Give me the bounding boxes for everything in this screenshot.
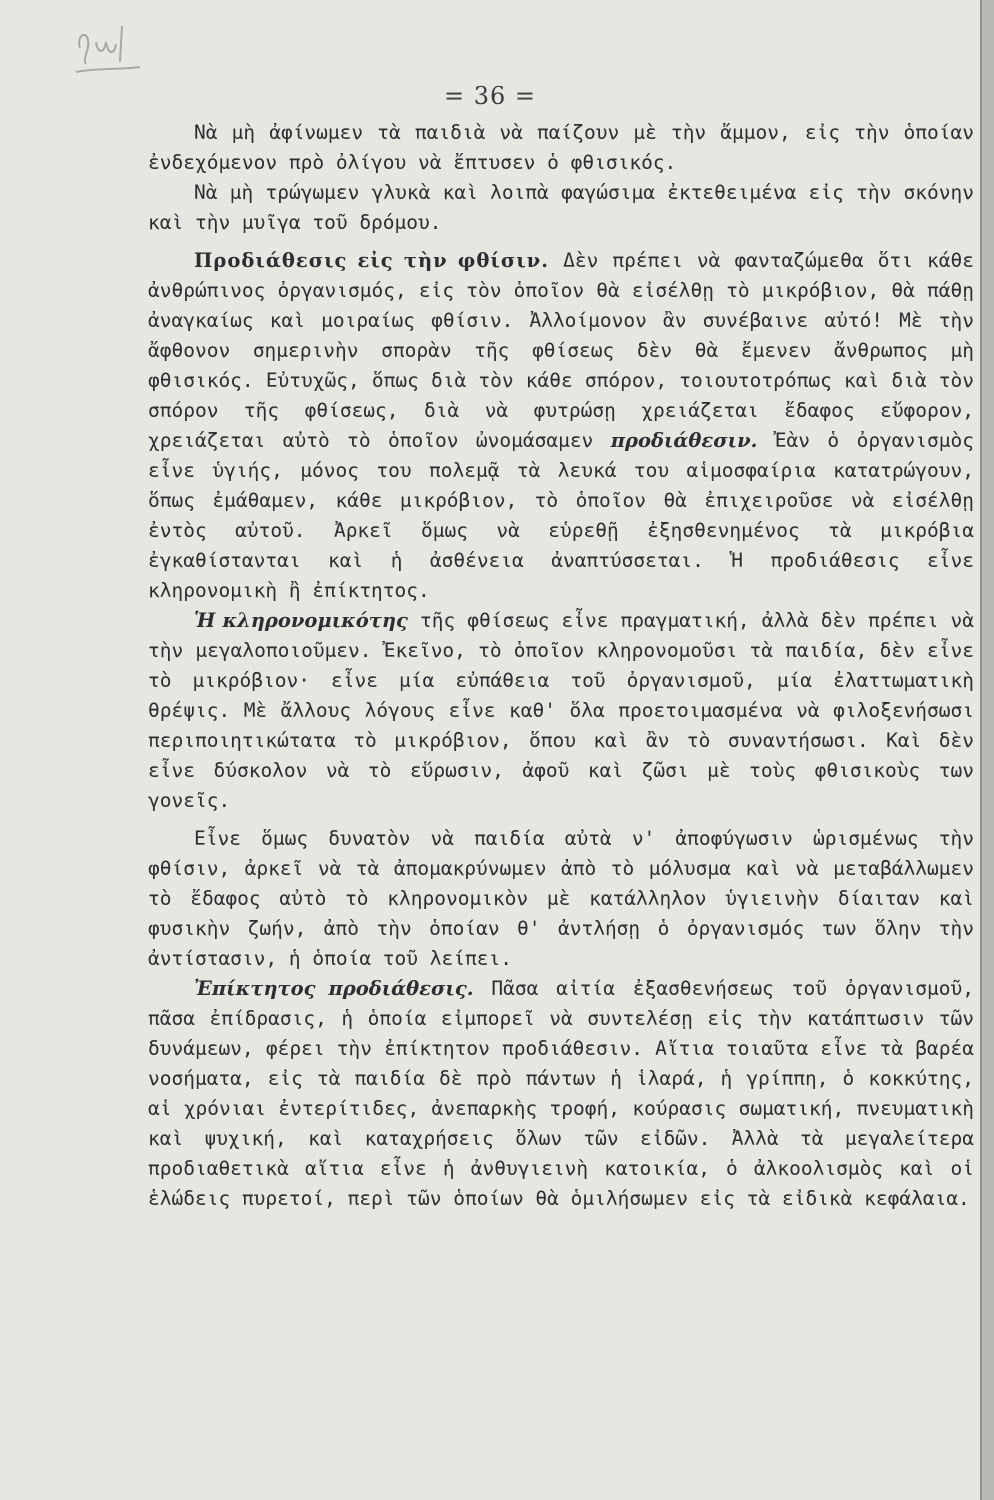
paragraph-text: Εἶνε ὅμως δυνατὸν νὰ παιδία αὐτὰ ν' ἀποφύγωσιν ὡρισμένως τὴν φθίσιν, ἀρκεῖ νὰ τὰ ἀπομακρύνωμεν ἀπὸ τὸ μόλυσμα καὶ νὰ μεταβάλλωμεν τὸ ἔδαφος αὐτὸ τὸ κληρονομικὸν μὲ κατάλληλον ὑγιεινὴν δίαιταν καὶ φυσικὴν ζωήν, ἀπὸ τὴν ὁποίαν θ' ἀντλήσῃ ὁ ὀργανισμός των ὅλην τὴν ἀντίστασιν, ἡ ὁποία τοῦ λείπει. (148, 827, 974, 970)
paragraph-text: τῆς φθίσεως εἶνε πραγματική, ἀλλὰ δὲν πρέπει νὰ τὴν μεγαλοποιοῦμεν. Ἐκεῖνο, τὸ ὁποῖον κληρονομοῦσι τὰ παιδία, δὲν εἶνε τὸ μικρόβιον· εἶνε μία εὐπάθεια τοῦ ὀργανισμοῦ, μία ἐλαττωματικὴ θρέψις. Μὲ ἄλλους λόγους εἶνε καθ' ὅλα προετοιμασμένα νὰ φιλοξενήσωσι περιποιητικώτατα τὸ μικρόβιον, ὅπου καὶ ἂν τὸ συναντήσωσι. Καὶ δὲν εἶνε δύσκολον νὰ τὸ εὕρωσιν, ἀφοῦ καὶ ζῶσι μὲ τοὺς φθισικοὺς των γονεῖς. (148, 609, 974, 812)
paragraph-predisposition (148, 246, 974, 606)
page-edge (980, 0, 994, 1500)
paragraph-text: Δὲν πρέπει νὰ φανταζώμεθα ὅτι κάθε ἀνθρώπινος ὀργανισμός, εἰς τὸν ὁποῖον θὰ εἰσέλθῃ τὸ μικρόβιον, θὰ πάθῃ ἀναγκαίως καὶ μοιραίως φθίσιν. Ἀλλοίμονον ἂν συνέβαινε αὐτό! Μὲ τὴν ἄφθονον σημερινὴν σπορὰν τῆς φθίσεως δὲν θὰ ἔμενεν ἄνθρωπος μὴ φθισικός. Εὐτυχῶς, ὅπως διὰ τὸν κάθε σπόρον, τοιουτοτρόπως καὶ διὰ τὸν σπόρον τῆς φθίσεως, διὰ νὰ φυτρώσῃ χρειάζεται ἔδαφος εὔφορον, χρειάζεται αὐτὸ τὸ ὁποῖον ὠνομάσαμεν (148, 249, 974, 452)
emphasized-lead: Ἡ κληρονομικότης (194, 609, 408, 632)
page-number: = 36 = (443, 82, 536, 110)
paragraph-text: Νὰ μὴ τρώγωμεν γλυκὰ καὶ λοιπὰ φαγώσιμα ἐκτεθειμένα εἰς τὴν σκόνην καὶ τὴν μυῖγα τοῦ δρόμου. (148, 181, 974, 234)
paragraph-acquired (148, 974, 974, 1214)
pencil-annotation-icon (70, 18, 146, 78)
paragraph-text: Νὰ μὴ ἀφίνωμεν τὰ παιδιὰ νὰ παίζουν μὲ τὴν ἄμμον, εἰς τὴν ὁποίαν ἐνδεχόμενον πρὸ ὀλίγου νὰ ἔπτυσεν ὁ φθισικός. (148, 121, 974, 174)
paragraph-sand-warning (148, 118, 974, 178)
paragraph-heredity (148, 606, 974, 816)
paragraph-text-tail: Ἐὰν ὁ ὀργανισμὸς εἶνε ὑγιής, μόνος του πολεμᾷ τὰ λευκά του αἱμοσφαίρια κατατρώγουν, ὅπως ἐμάθαμεν, κάθε μικρόβιον, τὸ ὁποῖον θὰ ἐπιχειροῦσε νὰ εἰσέλθῃ ἐντὸς αὐτοῦ. Ἀρκεῖ ὅμως νὰ εὑρεθῇ ἐξησθενημένος τὰ μικρόβια ἐγκαθίστανται καὶ ἡ ἀσθένεια ἀναπτύσσεται. Ἡ προδιάθεσις εἶνε κληρονομικὴ ἢ ἐπίκτητος. (148, 429, 974, 602)
emphasized-term: προδιάθεσιν. (610, 429, 758, 452)
section-heading: Προδιάθεσις εἰς τὴν φθίσιν. (194, 249, 550, 272)
paragraph-sweets-warning (148, 178, 974, 238)
emphasized-lead: Ἐπίκτητος προδιάθεσις. (194, 977, 474, 1000)
paragraph-prevention (148, 824, 974, 974)
paragraph-text: Πᾶσα αἰτία ἐξασθενήσεως τοῦ ὀργανισμοῦ, πᾶσα ἐπίδρασις, ἡ ὁποία εἰμπορεῖ νὰ συντελέσῃ εἰς τὴν κατάπτωσιν τῶν δυνάμεων, φέρει τὴν ἐπίκτητον προδιάθεσιν. Αἴτια τοιαῦτα εἶνε τὰ βαρέα νοσήματα, εἰς τὰ παιδία δὲ πρὸ πάντων ἡ ἱλαρά, ἡ γρίππη, ὁ κοκκύτης, αἱ χρόνιαι ἐντερίτιδες, ἀνεπαρκὴς τροφή, κούρασις σωματική, πνευματικὴ καὶ ψυχική, καὶ καταχρήσεις ὅλων τῶν εἰδῶν. Ἀλλὰ τὰ μεγαλείτερα προδιαθετικὰ αἴτια εἶνε ἡ ἀνθυγιεινὴ κατοικία, ὁ ἀλκοολισμὸς καὶ οἱ ἑλώδεις πυρετοί, περὶ τῶν ὁποίων θὰ ὁμιλήσωμεν εἰς τὰ εἰδικὰ κεφάλαια. (148, 977, 974, 1210)
page-body (148, 118, 974, 1214)
